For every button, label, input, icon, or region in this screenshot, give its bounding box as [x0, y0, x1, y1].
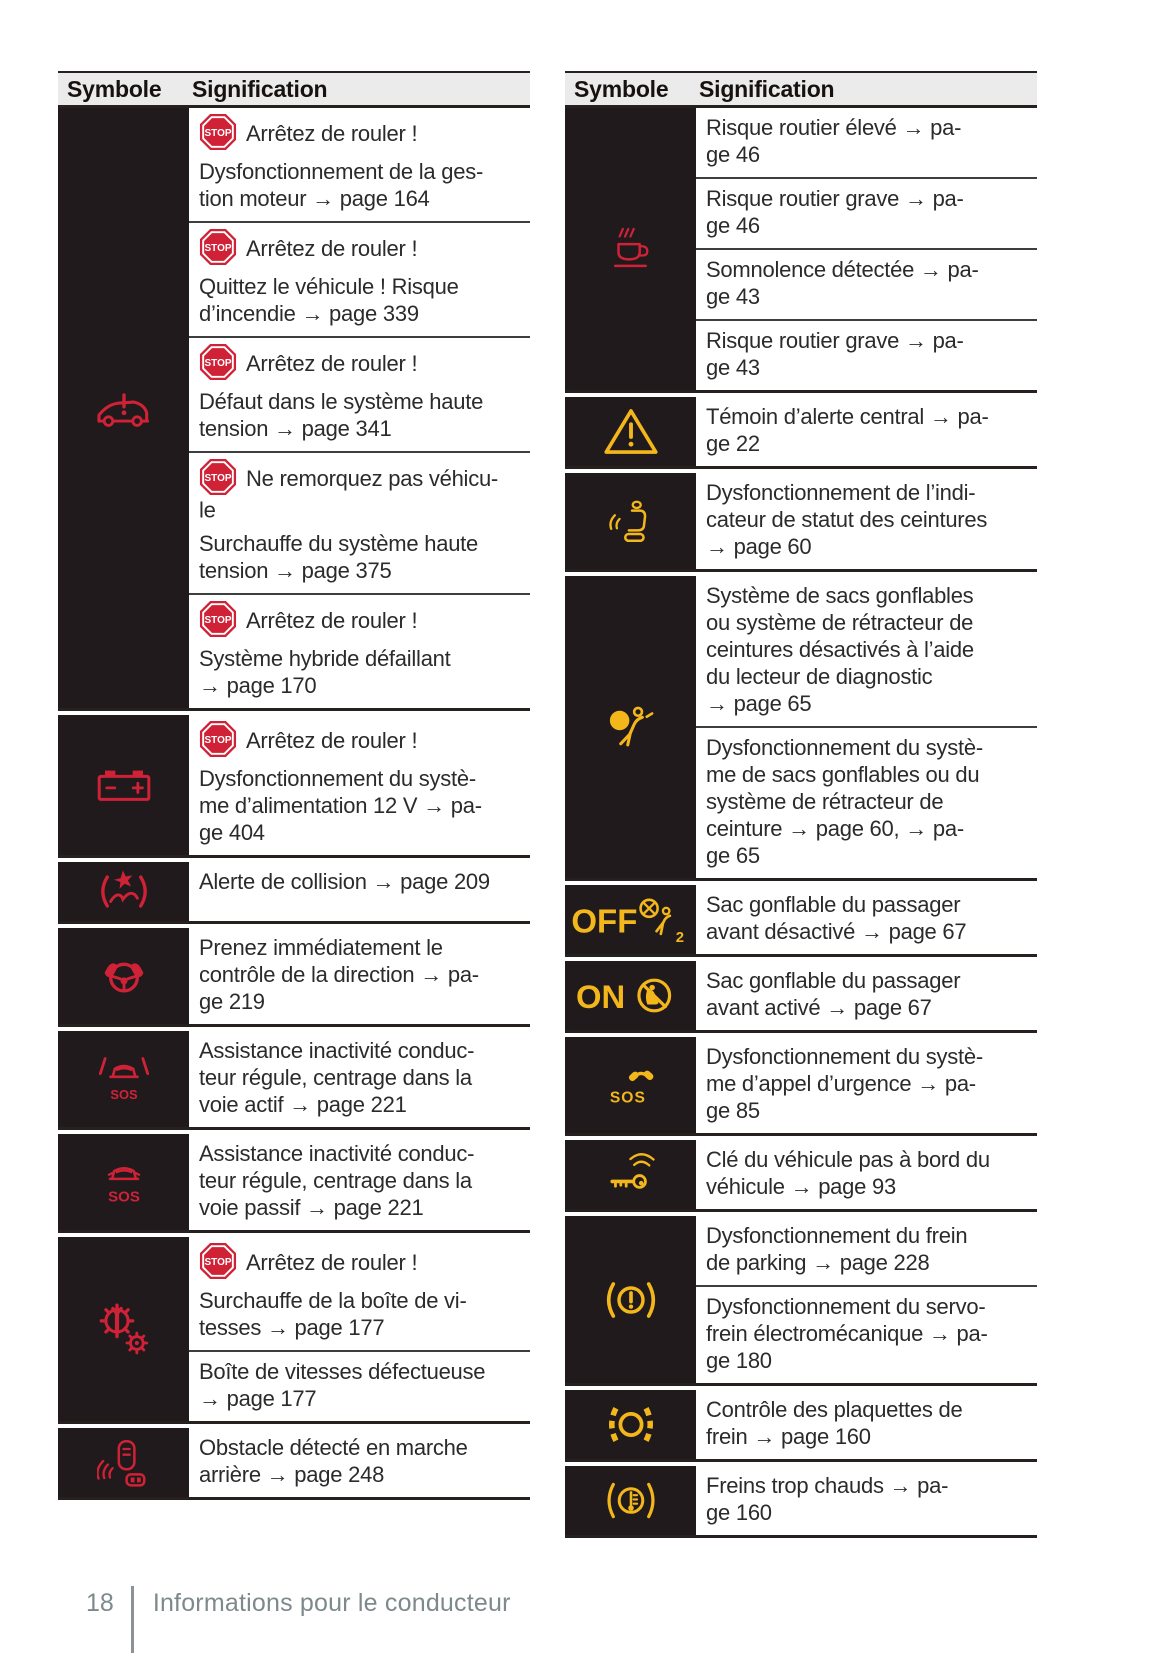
brake-warning-icon	[601, 1276, 661, 1324]
table-row	[565, 108, 1037, 393]
table-row	[58, 715, 530, 858]
table-row	[58, 862, 530, 924]
stop-sign-icon	[199, 113, 237, 151]
meaning-line: Système de sacs gonflables	[706, 583, 974, 608]
meaning-entry	[189, 1428, 530, 1497]
emergency-call-icon	[606, 1062, 656, 1108]
meaning-line: frein électromécanique → pa-	[706, 1321, 988, 1346]
section-title: Informations pour le conducteur	[152, 1589, 511, 1617]
meaning-line: Surchauffe du système haute	[199, 531, 479, 557]
meaning-line: Dysfonctionnement de l’indi-	[706, 480, 976, 505]
meaning-line: tension → page 375	[199, 558, 392, 584]
drowsiness-coffee-icon	[607, 224, 655, 274]
table-row	[565, 1390, 1037, 1462]
meaning-line: Assistance inactivité conduc-	[199, 1038, 475, 1064]
symbol-cell	[565, 1037, 696, 1133]
meaning-text	[199, 1140, 526, 1221]
meaning-text	[199, 934, 526, 1015]
meaning-line: ge 43	[706, 355, 760, 380]
column-header-symbol: Symbole	[574, 75, 669, 102]
meaning-line: → page 60	[706, 534, 812, 559]
symbol-cell	[58, 108, 189, 708]
meaning-cell	[696, 108, 1037, 390]
svg-text:OFF: OFF	[570, 902, 637, 940]
meaning-entry	[696, 576, 1037, 728]
svg-text:SOS: SOS	[107, 1188, 140, 1206]
meaning-text	[706, 185, 1033, 239]
meaning-line: ceintures désactivés à l’aide	[706, 637, 974, 662]
stop-line	[199, 601, 526, 638]
symbol-cell	[565, 473, 696, 569]
stop-sign-label: STOP	[204, 735, 232, 747]
meaning-line: me d’alimentation 12 V → pa-	[199, 793, 482, 819]
table-row	[58, 1134, 530, 1233]
meaning-cell	[189, 1428, 530, 1497]
table-row	[565, 473, 1037, 572]
meaning-line: tesses → page 177	[199, 1315, 385, 1341]
meaning-line: d’incendie → page 339	[199, 301, 419, 326]
meaning-cell	[696, 1140, 1037, 1209]
meaning-line: ge 65	[706, 843, 760, 868]
meaning-entry	[696, 1037, 1037, 1133]
meaning-line: ge 46	[706, 213, 760, 238]
meaning-text	[199, 158, 526, 212]
stop-line	[199, 721, 526, 758]
meaning-text	[706, 403, 1033, 457]
meaning-line: Obstacle détecté en marche	[199, 1435, 468, 1461]
meaning-line: teur régule, centrage dans la	[199, 1065, 472, 1091]
table-header	[565, 71, 1037, 108]
symbol-cell	[565, 397, 696, 466]
meaning-text	[706, 1043, 1033, 1124]
symbol-cell	[58, 862, 189, 921]
meaning-line: voie passif → page 221	[199, 1195, 424, 1221]
meaning-entry	[696, 179, 1037, 250]
meaning-line: Défaut dans le système haute	[199, 389, 484, 414]
transmission-fault-icon	[96, 1301, 152, 1357]
meaning-line: avant désactivé → page 67	[706, 919, 967, 944]
meaning-entry	[696, 1466, 1037, 1535]
meaning-cell	[696, 885, 1037, 954]
symbol-cell	[565, 1216, 696, 1383]
table-row	[565, 1466, 1037, 1538]
footer-divider	[131, 1586, 134, 1653]
meaning-line: contrôle de la direction → pa-	[199, 962, 479, 988]
meaning-cell	[696, 473, 1037, 569]
stop-label: Ne remorquez pas véhicu-	[246, 466, 499, 491]
symbol-cell	[565, 885, 696, 954]
meaning-line: Surchauffe de la boîte de vi-	[199, 1288, 467, 1314]
seatbelt-status-icon	[606, 497, 656, 545]
meaning-text	[706, 327, 1033, 381]
meaning-line: Dysfonctionnement du systè-	[199, 766, 476, 792]
stop-label: Arrêtez de rouler !	[246, 728, 418, 754]
meaning-line: ge 404	[199, 820, 265, 846]
meaning-text	[706, 1293, 1033, 1374]
stop-label: Arrêtez de rouler !	[246, 121, 418, 146]
meaning-entry	[696, 397, 1037, 466]
meaning-entry	[696, 728, 1037, 878]
meaning-line: ou système de rétracteur de	[706, 610, 974, 635]
meaning-line: Dysfonctionnement du frein	[706, 1223, 968, 1248]
meaning-cell	[189, 715, 530, 855]
meaning-line: → page 177	[199, 1386, 317, 1412]
meaning-line: arrière → page 248	[199, 1462, 385, 1488]
meaning-line: Prenez immédiatement le	[199, 935, 443, 961]
stop-line	[199, 459, 526, 523]
table-row	[58, 1031, 530, 1130]
stop-line	[199, 1243, 526, 1280]
meaning-text	[199, 1287, 526, 1341]
stop-line	[199, 344, 526, 381]
symbol-table	[58, 71, 530, 1500]
meaning-line: ge 22	[706, 431, 760, 456]
svg-text:SOS: SOS	[609, 1089, 646, 1107]
meaning-line: ge 85	[706, 1098, 760, 1123]
meaning-entry	[189, 223, 530, 338]
column-header-meaning: Signification	[699, 75, 835, 102]
stop-label: le	[199, 497, 216, 523]
meaning-cell	[696, 1390, 1037, 1459]
meaning-line: me d’appel d’urgence → pa-	[706, 1071, 976, 1096]
lane-assist-sos-icon	[96, 1053, 152, 1105]
meaning-entry	[189, 1352, 530, 1421]
key-not-aboard-icon	[604, 1152, 658, 1197]
symbol-cell	[565, 1466, 696, 1535]
meaning-entry	[189, 338, 530, 453]
meaning-cell	[696, 1037, 1037, 1133]
meaning-entry	[696, 885, 1037, 954]
meaning-cell	[189, 108, 530, 708]
svg-text:SOS: SOS	[109, 1087, 138, 1103]
stop-line	[199, 114, 526, 151]
meaning-line: → page 170	[199, 673, 317, 699]
symbol-cell	[565, 108, 696, 390]
meaning-line: Contrôle des plaquettes de	[706, 1397, 963, 1422]
symbol-cell	[565, 1390, 696, 1459]
meaning-entry	[696, 250, 1037, 321]
meaning-line: de parking → page 228	[706, 1250, 930, 1275]
meaning-cell	[189, 1134, 530, 1230]
meaning-line: Risque routier grave → pa-	[706, 328, 964, 353]
meaning-cell	[189, 1031, 530, 1127]
meaning-line: ge 219	[199, 989, 265, 1015]
stop-sign-label: STOP	[204, 127, 232, 139]
meaning-entry	[696, 108, 1037, 179]
table-row	[565, 961, 1037, 1033]
table-row	[565, 1037, 1037, 1136]
table-row	[565, 576, 1037, 881]
table-row	[565, 397, 1037, 469]
symbol-cell	[58, 1428, 189, 1497]
stop-sign-label: STOP	[204, 242, 232, 254]
meaning-text	[706, 114, 1033, 168]
meaning-line: ge 43	[706, 284, 760, 309]
meaning-text	[706, 967, 1033, 1021]
page-footer	[86, 1586, 511, 1653]
symbol-cell	[58, 1237, 189, 1421]
meaning-line: Dysfonctionnement du systè-	[706, 735, 983, 760]
meaning-cell	[696, 1466, 1037, 1535]
table-row	[565, 885, 1037, 957]
meaning-line: Freins trop chauds → pa-	[706, 1473, 949, 1498]
meaning-line: Somnolence détectée → pa-	[706, 257, 979, 282]
meaning-line: système de rétracteur de	[706, 789, 944, 814]
table-row	[58, 108, 530, 711]
symbol-cell	[58, 1031, 189, 1127]
meaning-entry	[189, 108, 530, 223]
meaning-text	[706, 1472, 1033, 1526]
meaning-text	[199, 1037, 526, 1118]
svg-text:ON: ON	[575, 978, 625, 1016]
car-sos-icon	[97, 1157, 151, 1207]
table-row	[565, 1216, 1037, 1386]
meaning-cell	[189, 862, 530, 921]
meaning-line: teur régule, centrage dans la	[199, 1168, 472, 1194]
stop-sign-icon	[199, 343, 237, 381]
meaning-line: Dysfonctionnement de la ges-	[199, 159, 484, 184]
meaning-cell	[189, 928, 530, 1024]
meaning-cell	[696, 961, 1037, 1030]
table-header	[58, 71, 530, 108]
meaning-entry	[189, 453, 530, 595]
meaning-line: ge 160	[706, 1500, 772, 1525]
meaning-entry	[696, 1287, 1037, 1383]
meaning-entry	[696, 321, 1037, 390]
stop-sign-icon	[199, 458, 237, 496]
meaning-line: Témoin d’alerte central → pa-	[706, 404, 989, 429]
steering-hands-icon	[93, 952, 155, 1001]
stop-sign-label: STOP	[204, 357, 232, 369]
meaning-text	[199, 530, 526, 584]
meaning-line: Sac gonflable du passager	[706, 968, 961, 993]
meaning-line: tion moteur → page 164	[199, 186, 430, 211]
symbol-cell	[565, 1140, 696, 1209]
meaning-text	[199, 1434, 526, 1488]
stop-sign-icon	[199, 720, 237, 758]
rear-obstacle-icon	[97, 1438, 151, 1488]
stop-label: Arrêtez de rouler !	[246, 236, 418, 261]
meaning-text	[706, 1396, 1033, 1450]
stop-sign-icon	[199, 228, 237, 266]
meaning-line: Risque routier grave → pa-	[706, 186, 964, 211]
meaning-entry	[696, 961, 1037, 1030]
meaning-text	[199, 388, 526, 442]
meaning-line: cateur de statut des ceintures	[706, 507, 988, 532]
meaning-line: Système hybride défaillant	[199, 646, 451, 672]
column-header-meaning: Signification	[192, 75, 328, 102]
airbag-warning-icon	[605, 702, 657, 752]
stop-sign-icon	[199, 600, 237, 638]
symbol-cell	[58, 715, 189, 855]
meaning-text	[199, 273, 526, 327]
stop-sign-label: STOP	[204, 472, 232, 484]
meaning-text	[706, 256, 1033, 310]
stop-line	[199, 229, 526, 266]
meaning-text	[199, 868, 526, 895]
svg-text:2: 2	[675, 929, 684, 944]
stop-label: Arrêtez de rouler !	[246, 608, 418, 634]
meaning-line: ge 46	[706, 142, 760, 167]
meaning-line: → page 65	[706, 691, 812, 716]
meaning-line: Risque routier élevé → pa-	[706, 115, 962, 140]
meaning-text	[706, 891, 1033, 945]
meaning-entry	[696, 1216, 1037, 1287]
symbol-cell	[565, 961, 696, 1030]
meaning-entry	[189, 1237, 530, 1352]
meaning-line: frein → page 160	[706, 1424, 871, 1449]
meaning-cell	[696, 397, 1037, 466]
symbol-cell	[565, 576, 696, 878]
meaning-text	[706, 734, 1033, 869]
meaning-text	[199, 765, 526, 846]
meaning-line: Dysfonctionnement du servo-	[706, 1294, 986, 1319]
meaning-line: Alerte de collision → page 209	[199, 869, 490, 895]
stop-label: Arrêtez de rouler !	[246, 1250, 418, 1276]
meaning-line: véhicule → page 93	[706, 1174, 896, 1199]
vehicle-warning-icon	[93, 384, 155, 432]
collision-alert-icon	[95, 867, 153, 916]
meaning-line: avant activé → page 67	[706, 995, 932, 1020]
meaning-entry	[696, 1140, 1037, 1209]
meaning-text	[706, 582, 1033, 717]
column-header-symbol: Symbole	[67, 75, 162, 102]
meaning-entry	[696, 1390, 1037, 1459]
meaning-entry	[189, 862, 530, 921]
battery-icon	[94, 763, 154, 807]
symbol-cell	[58, 1134, 189, 1230]
meaning-cell	[189, 1237, 530, 1421]
meaning-text	[706, 1146, 1033, 1200]
meaning-line: Sac gonflable du passager	[706, 892, 961, 917]
brakes-hot-icon	[603, 1478, 659, 1523]
meaning-line: voie actif → page 221	[199, 1092, 407, 1118]
meaning-line: ge 180	[706, 1348, 772, 1373]
symbol-cell	[58, 928, 189, 1024]
stop-sign-label: STOP	[204, 1257, 232, 1269]
meaning-line: me de sacs gonflables ou du	[706, 762, 980, 787]
stop-label: Arrêtez de rouler !	[246, 351, 418, 376]
page-number: 18	[86, 1589, 114, 1617]
meaning-entry	[189, 928, 530, 1024]
meaning-line: du lecteur de diagnostic	[706, 664, 933, 689]
meaning-text	[199, 1358, 526, 1412]
meaning-text	[706, 1222, 1033, 1276]
airbag-off-icon	[571, 895, 691, 944]
meaning-cell	[696, 1216, 1037, 1383]
meaning-line: tension → page 341	[199, 416, 392, 441]
meaning-line: Assistance inactivité conduc-	[199, 1141, 475, 1167]
meaning-text	[199, 645, 526, 699]
table-row	[58, 928, 530, 1027]
meaning-entry	[189, 595, 530, 708]
brake-pads-icon	[602, 1401, 660, 1448]
meaning-entry	[189, 1031, 530, 1127]
meaning-text	[706, 479, 1033, 560]
meaning-line: Clé du véhicule pas à bord du	[706, 1147, 990, 1172]
table-row	[565, 1140, 1037, 1212]
symbol-table	[565, 71, 1037, 1538]
meaning-line: Quittez le véhicule ! Risque	[199, 274, 459, 299]
warning-triangle-icon	[602, 406, 660, 457]
table-row	[58, 1237, 530, 1424]
stop-sign-icon	[199, 1242, 237, 1280]
meaning-cell	[696, 576, 1037, 878]
meaning-line: Boîte de vitesses défectueuse	[199, 1359, 486, 1385]
meaning-entry	[189, 1134, 530, 1230]
meaning-line: Dysfonctionnement du systè-	[706, 1044, 983, 1069]
stop-sign-label: STOP	[204, 615, 232, 627]
meaning-line: ceinture → page 60, → pa-	[706, 816, 964, 841]
meaning-entry	[696, 473, 1037, 569]
meaning-entry	[189, 715, 530, 855]
table-row	[58, 1428, 530, 1500]
airbag-on-icon	[576, 971, 686, 1020]
